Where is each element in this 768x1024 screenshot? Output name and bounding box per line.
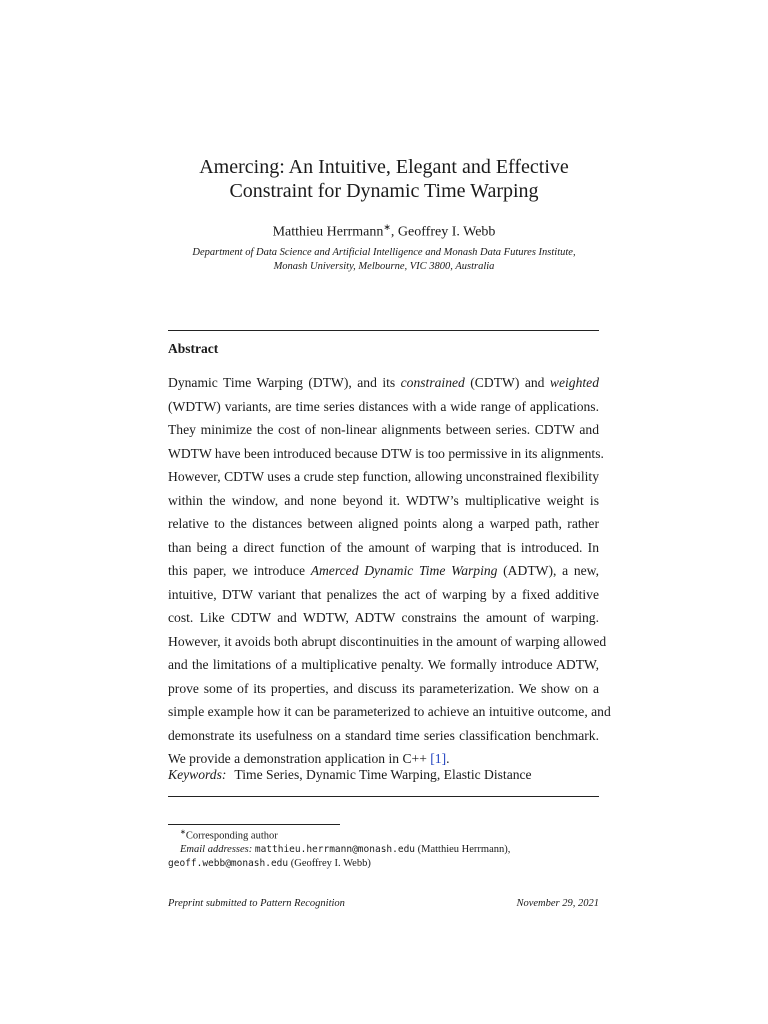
abstract-line: However, it avoids both abrupt discontinuities in the amount of warping allowed [168, 633, 607, 649]
abstract-text: this paper, we introduce [168, 563, 311, 578]
abstract-line: demonstrate its usefulness on a standard time series classification benchmark. [168, 727, 599, 743]
abstract-emphasis: constrained [400, 375, 465, 390]
abstract-line: and the limitations of a multiplicative penalty. We formally introduce ADTW, [168, 657, 599, 672]
abstract-text: We provide a demonstration application in C++ [168, 751, 431, 766]
keywords-text: Time Series, Dynamic Time Warping, Elastic Distance [234, 767, 532, 782]
title-line-2: Constraint for Dynamic Time Warping [229, 180, 539, 202]
footnote-mark: ∗ [180, 828, 186, 836]
keywords [168, 767, 532, 783]
corresponding-mark: ∗ [383, 222, 391, 232]
abstract-line: relative to the distances between aligned points along a warped path, rather [168, 516, 599, 531]
footnote-emails-cont [168, 857, 608, 871]
footer-preprint-note: Preprint submitted to Pattern Recognition [168, 898, 345, 909]
abstract-emphasis: weighted [549, 375, 599, 390]
abstract-line: within the window, and none beyond it. WDTW’s multiplicative weight is [168, 492, 599, 508]
email-address-1[interactable]: matthieu.herrmann@monash.edu [254, 844, 416, 855]
footnote-emails [168, 843, 608, 857]
author-separator: , [390, 224, 398, 240]
abstract-line: cost. Like CDTW and WDTW, ADTW constrains the amount of warping. [168, 610, 599, 625]
abstract-line: WDTW have been introduced because DTW is too permissive in its alignments. [168, 445, 604, 461]
footer-date: November 29, 2021 [516, 898, 599, 909]
affiliation [120, 246, 648, 274]
abstract-top-rule [168, 330, 599, 331]
footnote-rule [168, 824, 340, 825]
email-address-2[interactable]: geoff.webb@monash.edu [168, 857, 289, 869]
abstract-line: intuitive, DTW variant that penalizes the act of warping by a fixed additive [168, 586, 599, 602]
abstract-line: prove some of its properties, and discuss its parameterization. We show on a [168, 680, 599, 696]
abstract-heading: Abstract [168, 341, 219, 356]
abstract-line: simple example how it can be parameterized to achieve an intuitive outcome, and [168, 704, 611, 719]
email-owner-2: (Geoffrey I. Webb) [288, 857, 371, 869]
email-label: Email addresses: [180, 844, 253, 855]
footnote-corresponding-text: Corresponding author [185, 830, 278, 842]
author-1: Matthieu Herrmann [272, 224, 384, 240]
abstract-text: (ADTW), a new, [497, 563, 599, 578]
author-2: Geoffrey I. Webb [397, 224, 496, 240]
abstract-line: than being a direct function of the amount of warping that is introduced. In [168, 539, 599, 555]
footnote-corresponding [168, 826, 608, 843]
abstract-line: They minimize the cost of non-linear alignments between series. CDTW and [168, 422, 599, 437]
keywords-label: Keywords: [168, 767, 227, 782]
paper-title [0, 155, 768, 203]
footnote [168, 826, 608, 870]
title-line-1: Amercing: An Intuitive, Elegant and Effective [199, 156, 569, 178]
abstract-text: . [446, 751, 450, 766]
abstract-line: However, CDTW uses a crude step function, allowing unconstrained flexibility [168, 469, 599, 484]
abstract-line [168, 559, 599, 583]
citation-link[interactable]: [ 1 ] [430, 751, 446, 766]
abstract-bottom-rule [168, 796, 599, 797]
abstract-text: (CDTW) and [464, 375, 550, 390]
abstract-body [168, 371, 611, 771]
abstract-text: Dynamic Time Warping (DTW), and its [168, 375, 401, 390]
email-owner-1: (Matthieu Herrmann), [415, 844, 511, 855]
abstract-line [168, 371, 599, 395]
abstract-line: (WDTW) variants, are time series distances with a wide range of applications. [168, 398, 599, 414]
affiliation-line-2: Monash University, Melbourne, VIC 3800, Australia [273, 261, 495, 272]
abstract-emphasis: Amerced Dynamic Time Warping [310, 563, 498, 578]
author-list [0, 222, 768, 241]
affiliation-line-1: Department of Data Science and Artificial Intelligence and Monash Data Futures Institute, [192, 247, 576, 258]
